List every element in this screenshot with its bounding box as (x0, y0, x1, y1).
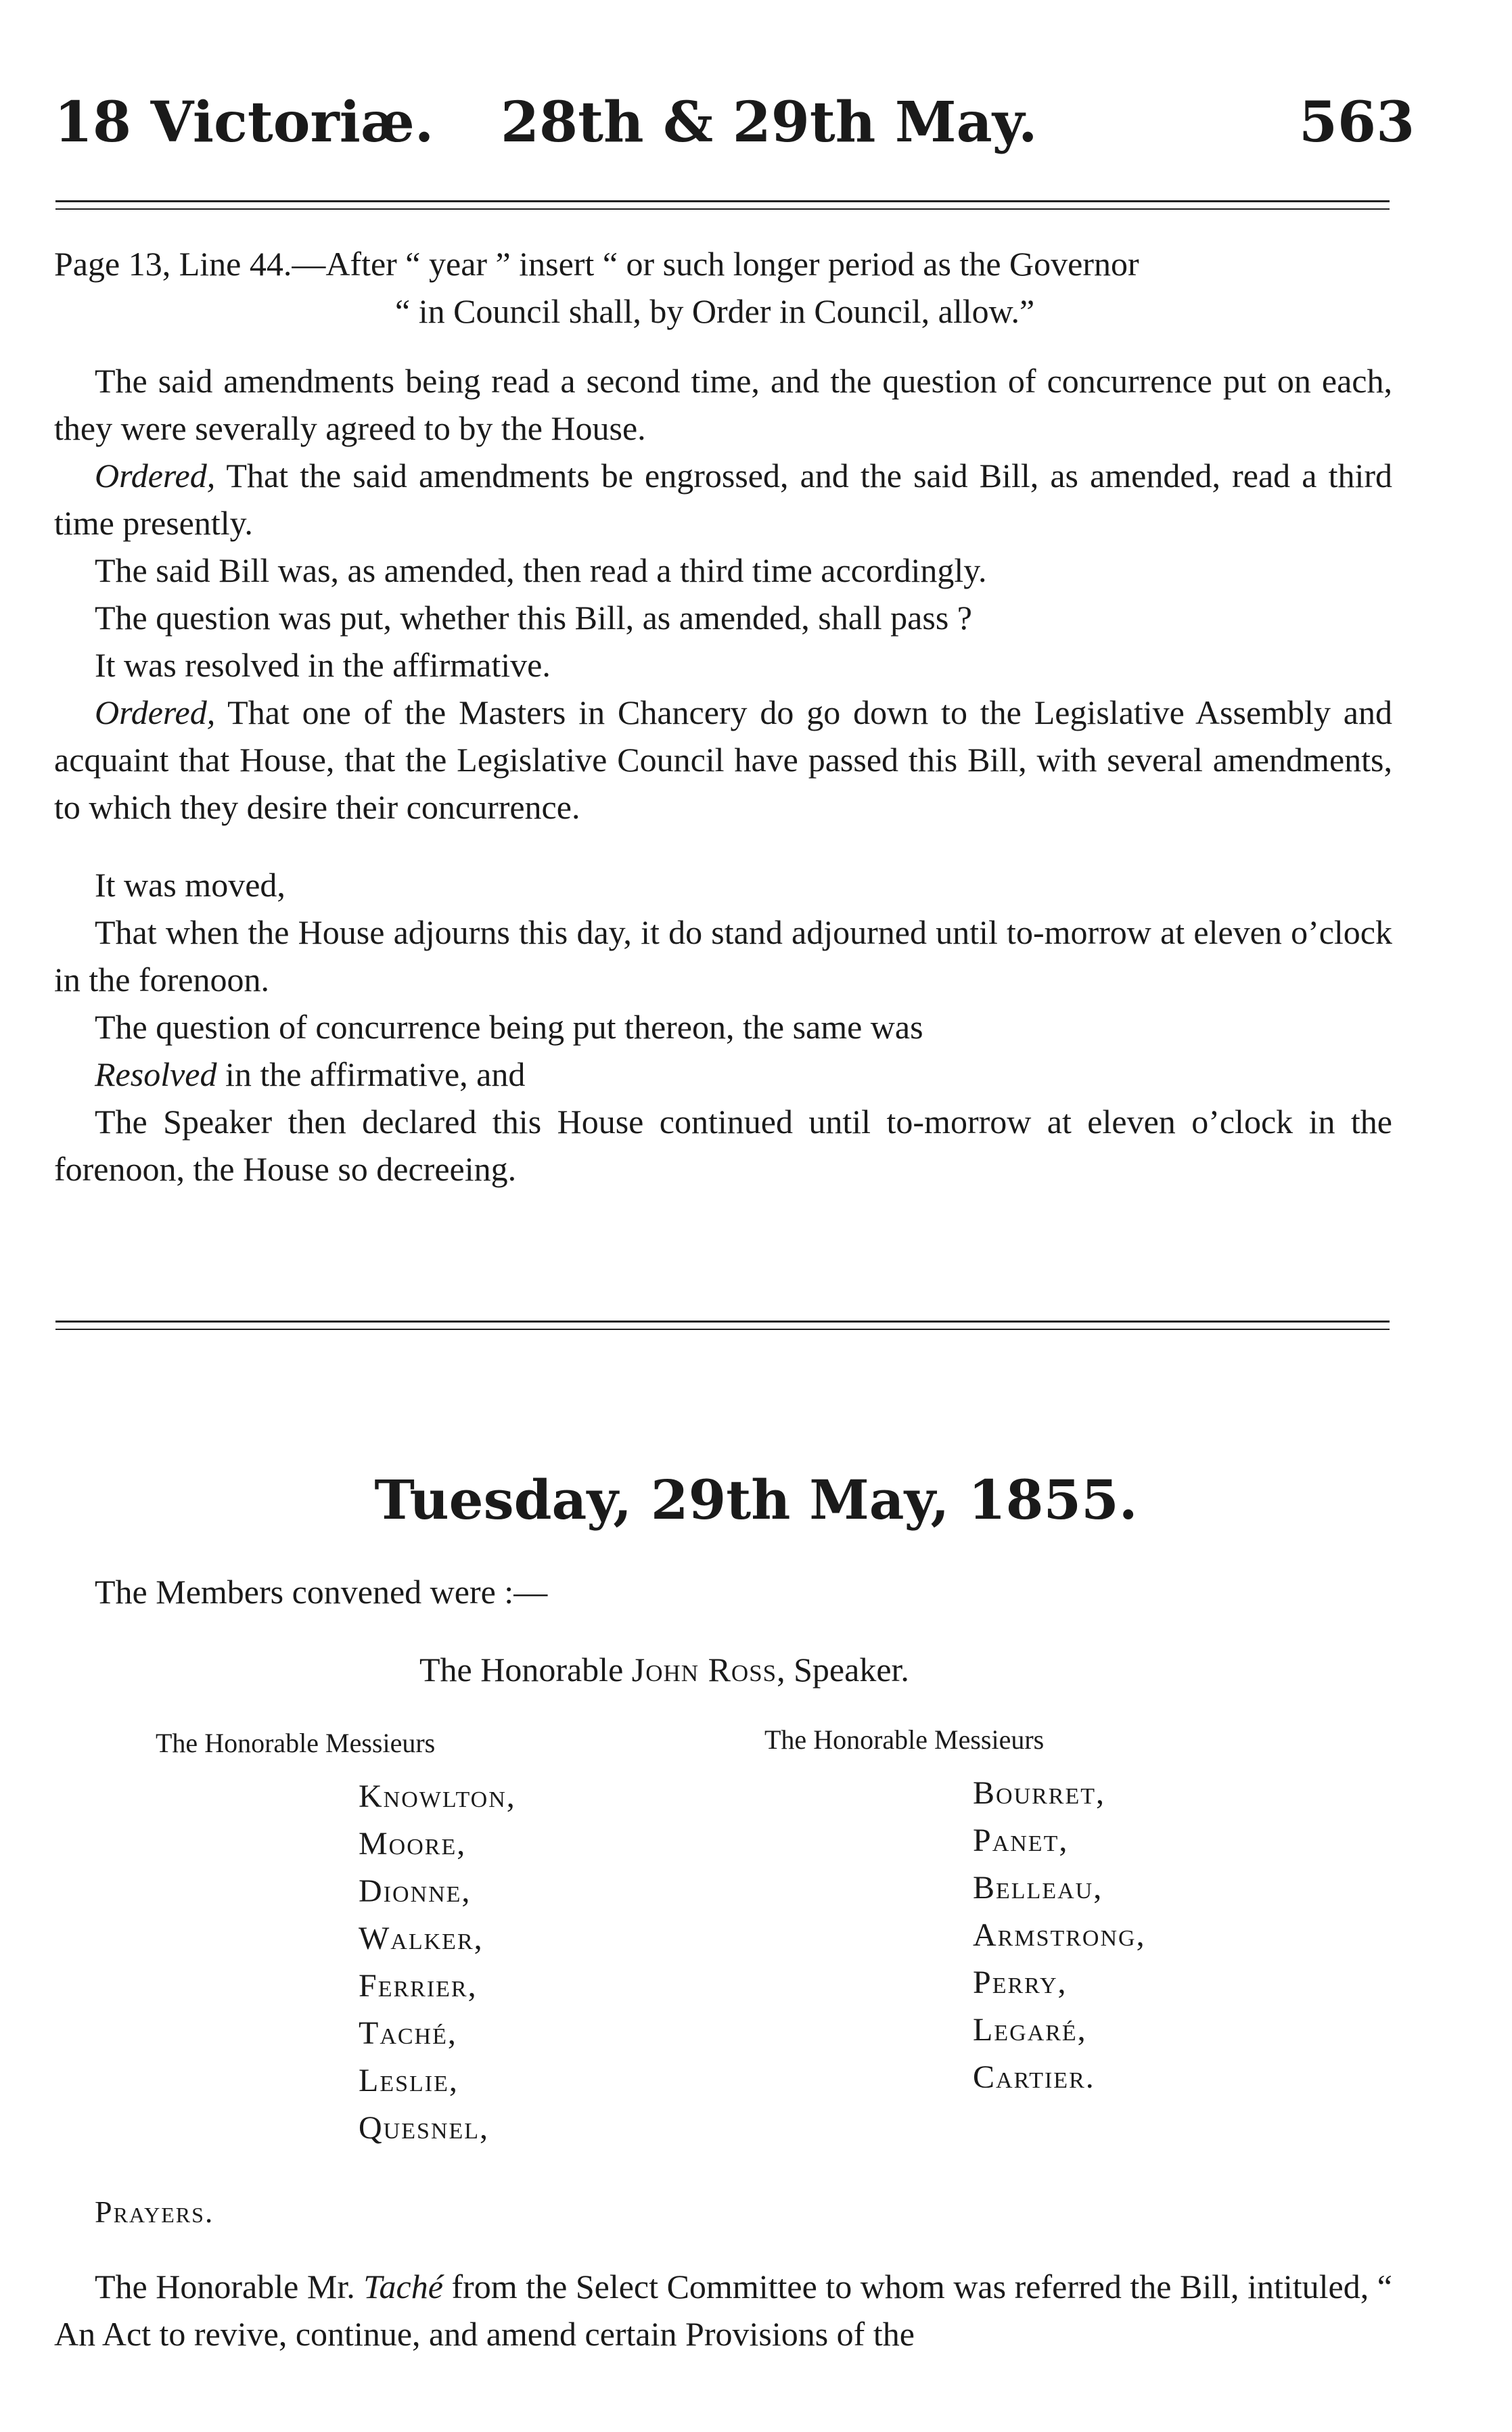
day-title: Tuesday, 29th May, 1855. (374, 1468, 1138, 1532)
speaker-suffix: , Speaker. (777, 1651, 909, 1689)
committee-rest: from the Select Committee to whom was referred the Bill, intituled, “ An Act to revive, continue, and amend certain Provisions of the (54, 2268, 1392, 2353)
members-right-heading: The Honorable Messieurs (764, 1724, 1045, 1755)
paragraph-third-time: The said Bill was, as amended, then read a third time accordingly. (95, 551, 987, 589)
ordered-label: Ordered, (95, 693, 216, 731)
member-left-6: Taché, (359, 2015, 457, 2051)
paragraph-concurrence: The question of concurrence being put thereon, the same was (95, 1008, 923, 1046)
committee-member-name: Taché (363, 2268, 443, 2305)
header-rule-top (55, 200, 1390, 202)
speaker-name: John Ross (631, 1651, 777, 1689)
member-right-5: Perry, (973, 1965, 1068, 2000)
speaker-line (419, 1646, 909, 1693)
member-right-6: Legaré, (973, 2012, 1087, 2048)
running-head-regnal-year: 18 Victoriæ. (54, 90, 434, 155)
member-right-7: Cartier. (973, 2059, 1095, 2095)
page-number: 563 (1299, 90, 1415, 155)
section-rule-top (55, 1321, 1390, 1323)
paragraph-resolved: It was resolved in the affirmative. (95, 646, 551, 684)
paragraph-speaker-declared: The Speaker then declared this House continued until to-morrow at eleven o’clock in the forenoon, the House so decreeing. (54, 1103, 1392, 1188)
paragraph-question: The question was put, whether this Bill, as amended, shall pass ? (95, 599, 972, 637)
member-left-1: Knowlton, (359, 1779, 516, 1814)
resolved-text: in the affirmative, and (216, 1055, 526, 1093)
members-left-heading: The Honorable Messieurs (156, 1728, 436, 1758)
ordered-text: That the said amendments be engrossed, and the said Bill, as amended, read a third time presently. (54, 457, 1392, 542)
amendment-line-2: “ in Council shall, by Order in Council, allow.” (395, 292, 1035, 330)
member-left-2: Moore, (359, 1826, 467, 1862)
speaker-prefix: The Honorable (419, 1651, 632, 1689)
paragraph-resolved-affirmative (95, 1051, 525, 1098)
prayers-heading: Prayers. (95, 2195, 214, 2229)
header-rule-bottom (55, 208, 1390, 210)
member-right-4: Armstrong, (973, 1917, 1146, 1953)
ordered-label: Ordered, (95, 457, 216, 495)
running-head-dates: 28th & 29th May. (501, 90, 1038, 155)
committee-start: The Honorable Mr. (95, 2268, 364, 2305)
resolved-label: Resolved (95, 1055, 217, 1093)
member-left-3: Dionne, (359, 1873, 472, 1909)
member-right-2: Panet, (973, 1822, 1069, 1858)
member-left-8: Quesnel, (359, 2110, 489, 2146)
members-convened-intro: The Members convened were :— (95, 1573, 548, 1611)
member-left-7: Leslie, (359, 2063, 459, 2098)
paragraph-ordered-masters (54, 689, 1392, 831)
paragraph-amendments-read: The said amendments being read a second time, and the question of concurrence put on each, they were severally agreed to by the House. (54, 362, 1392, 447)
paragraph-committee-report (54, 2263, 1392, 2358)
section-rule-bottom (55, 1329, 1390, 1330)
paragraph-adjourn: That when the House adjourns this day, it do stand adjourned until to-morrow at eleven o’clock in the forenoon. (54, 913, 1392, 999)
paragraph-ordered-engrossed (54, 452, 1392, 547)
ordered-text: That one of the Masters in Chancery do go down to the Legislative Assembly and acquaint that House, that the Legislative Council have passed this Bill, with several amendments, to which they desire their concurrence. (54, 693, 1392, 826)
amendment-line-1: Page 13, Line 44.—After “ year ” insert “ or such longer period as the Governor (54, 245, 1139, 283)
member-right-3: Belleau, (973, 1870, 1103, 1906)
paragraph-moved: It was moved, (95, 866, 285, 904)
member-left-4: Walker, (359, 1921, 484, 1956)
member-right-1: Bourret, (973, 1775, 1106, 1811)
member-left-5: Ferrier, (359, 1968, 478, 2004)
